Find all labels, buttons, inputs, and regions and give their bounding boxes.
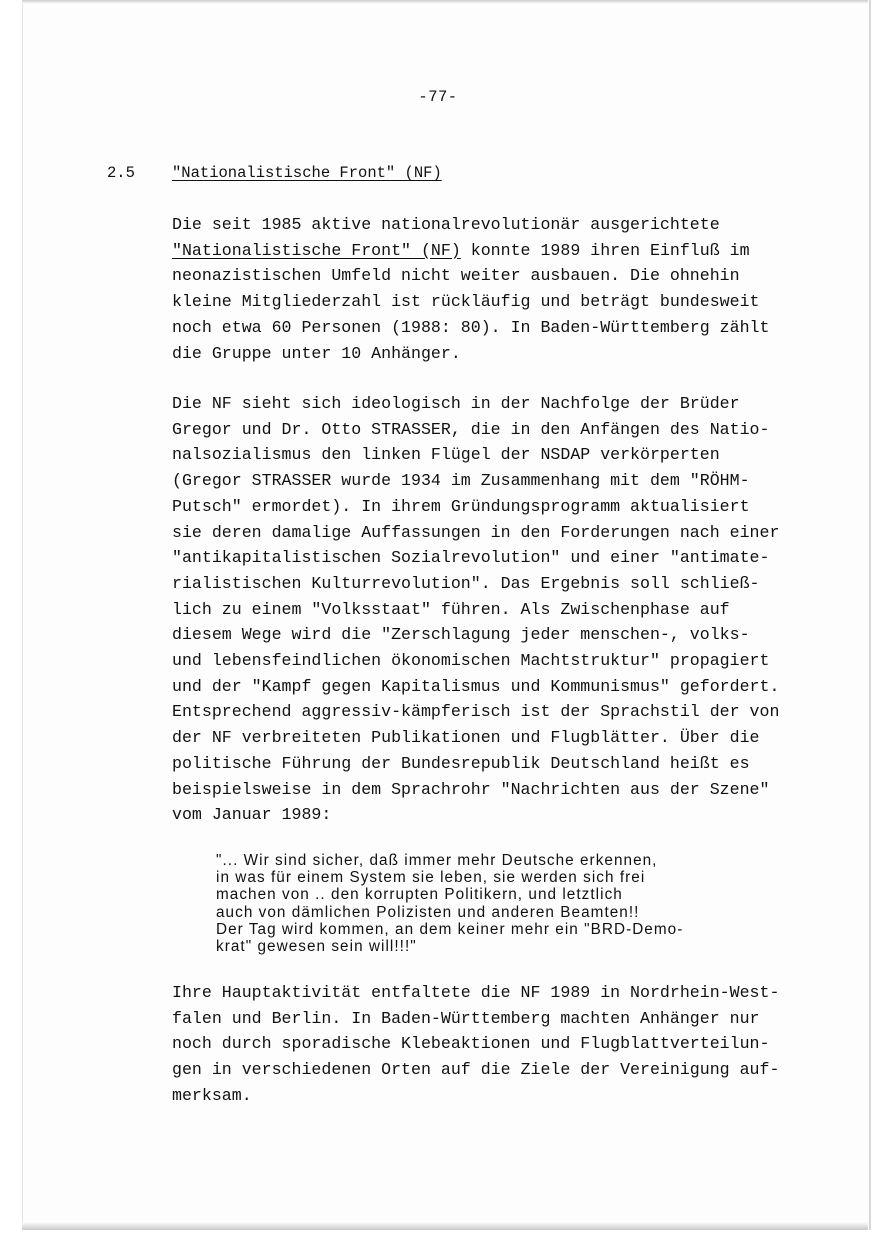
paragraph-line: Ihre Hauptaktivität entfaltete die NF 1989 in Nordrhein-West- bbox=[172, 983, 780, 1002]
quote-line: krat" gewesen sein will!!!" bbox=[216, 938, 417, 956]
paragraph-line: der NF verbreiteten Publikationen und Flugblätter. Über die bbox=[172, 728, 760, 748]
paragraph-line: "antikapitalistischen Sozialrevolution" und einer "antimate- bbox=[172, 548, 770, 568]
quote-line: "... Wir sind sicher, daß immer mehr Deutsche erkennen, bbox=[216, 852, 658, 869]
paragraph-line: diesem Wege wird die "Zerschlagung jeder menschen-, volks- bbox=[172, 625, 750, 645]
paragraph-line: merksam. bbox=[172, 1085, 252, 1105]
paragraph-line: Die seit 1985 aktive nationalrevolutionär ausgerichtete bbox=[172, 215, 720, 234]
page-number: -77- bbox=[418, 88, 458, 106]
paragraph-activities bbox=[172, 980, 832, 1109]
paragraph-line: und der "Kampf gegen Kapitalismus und Kommunismus" gefordert. bbox=[172, 676, 780, 696]
paragraph-line: und lebensfeindlichen ökonomischen Machtstruktur" propagiert bbox=[172, 651, 770, 671]
paragraph-line: beispielsweise in dem Sprachrohr "Nachrichten aus der Szene" bbox=[172, 779, 770, 799]
section-number: 2.5 bbox=[107, 164, 135, 182]
paragraph-line: die Gruppe unter 10 Anhänger. bbox=[172, 343, 461, 363]
paragraph-ideology bbox=[172, 391, 832, 828]
paragraph-line: politische Führung der Bundesrepublik Deutschland heißt es bbox=[172, 753, 750, 773]
paragraph-line: noch etwa 60 Personen (1988: 80). In Baden-Württemberg zählt bbox=[172, 317, 770, 337]
paragraph-line-rest: konnte 1989 ihren Einfluß im bbox=[460, 240, 750, 260]
paragraph-line: rialistischen Kulturrevolution". Das Ergebnis soll schließ- bbox=[172, 573, 760, 593]
paragraph-line: vom Januar 1989: bbox=[172, 805, 332, 825]
quote-line: auch von dämlichen Polizisten und anderen Beamten!! bbox=[216, 903, 640, 921]
organization-name-underlined: "Nationalistische Front" (NF) bbox=[172, 240, 461, 260]
paragraph-line: lich zu einem "Volksstaat" führen. Als Zwischenphase auf bbox=[172, 599, 730, 619]
paragraph-line: nalsozialismus den linken Flügel der NSDAP verkörperten bbox=[172, 445, 720, 465]
block-quote bbox=[216, 852, 683, 955]
paragraph-intro bbox=[172, 212, 832, 366]
paragraph-line: Gregor und Dr. Otto STRASSER, die in den Anfängen des Natio- bbox=[172, 419, 770, 439]
quote-line: Der Tag wird kommen, an dem keiner mehr ein "BRD-Demo- bbox=[216, 920, 684, 938]
page-bottom-edge bbox=[22, 1222, 868, 1230]
paragraph-line: kleine Mitgliederzahl ist rückläufig und beträgt bundesweit bbox=[172, 292, 760, 312]
paragraph-line: gen in verschiedenen Orten auf die Ziele der Vereinigung auf- bbox=[172, 1060, 780, 1080]
paragraph-line: neonazistischen Umfeld nicht weiter ausbauen. Die ohnehin bbox=[172, 266, 740, 286]
paragraph-line bbox=[172, 238, 832, 264]
quote-line: machen von .. den korrupten Politikern, und letztlich bbox=[216, 886, 623, 904]
paragraph-line: Putsch" ermordet). In ihrem Gründungsprogramm aktualisiert bbox=[172, 496, 750, 516]
paragraph-line: sie deren damalige Auffassungen in den Forderungen nach einer bbox=[172, 522, 780, 542]
paragraph-line: noch durch sporadische Klebeaktionen und Flugblattverteilun- bbox=[172, 1034, 770, 1054]
quote-line: in was für einem System sie leben, sie werden sich frei bbox=[216, 869, 646, 887]
paragraph-line: Die NF sieht sich ideologisch in der Nachfolge der Brüder bbox=[172, 394, 740, 413]
page-top-edge bbox=[22, 0, 868, 4]
paragraph-line: falen und Berlin. In Baden-Württemberg machten Anhänger nur bbox=[172, 1008, 760, 1028]
paragraph-line: Entsprechend aggressiv-kämpferisch ist der Sprachstil der von bbox=[172, 702, 780, 722]
paragraph-line: (Gregor STRASSER wurde 1934 im Zusammenhang mit dem "RÖHM- bbox=[172, 471, 750, 491]
section-title: "Nationalistische Front" (NF) bbox=[172, 164, 442, 182]
